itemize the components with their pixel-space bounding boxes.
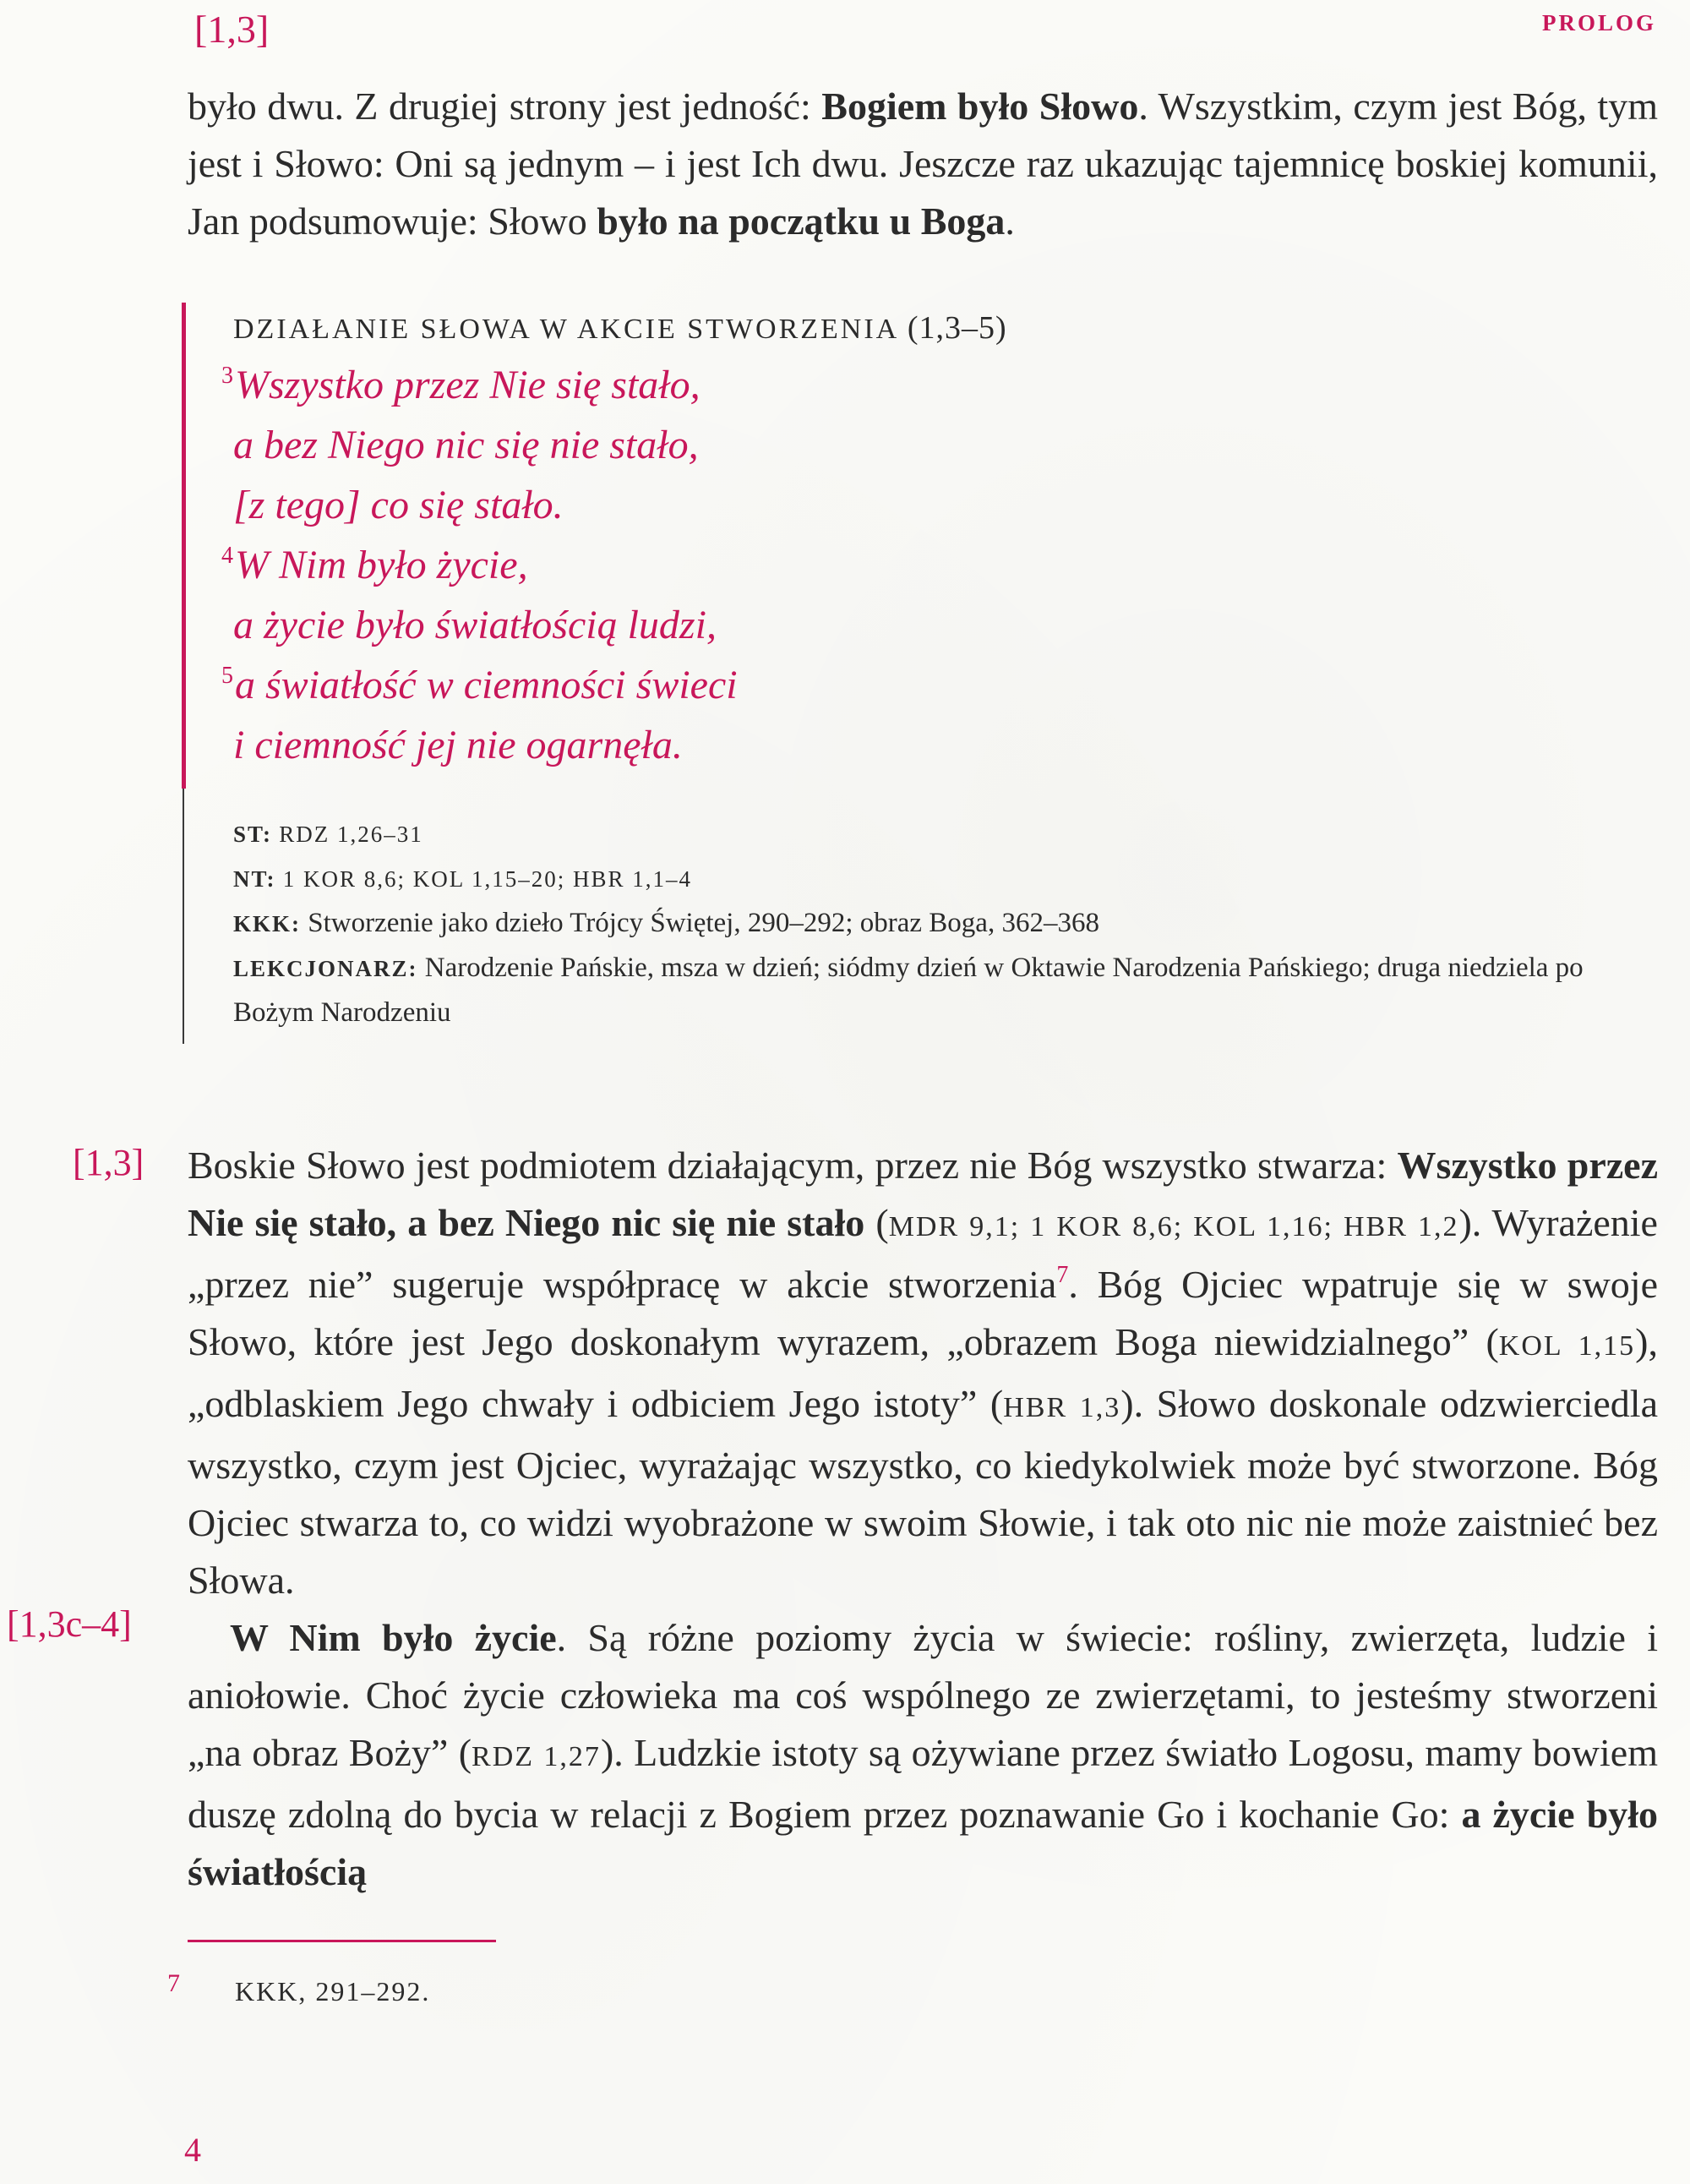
citation: HBR 1,3 xyxy=(1003,1392,1121,1423)
citation: KOL 1,15 xyxy=(1498,1330,1636,1362)
ref-row-nt xyxy=(233,856,1653,901)
poem-line xyxy=(221,415,738,475)
ref-row-st xyxy=(233,811,1653,856)
ref-row-kkk xyxy=(233,901,1653,946)
citation: RDZ 1,27 xyxy=(472,1741,601,1772)
box-title xyxy=(233,309,1007,347)
margin-ref-1-3c-4: [1,3c–4] xyxy=(7,1603,132,1645)
ref-text: Narodzenie Pańskie, msza w dzień; siódmy dzień w Oktawie Narodzenia Pańskiego; druga niedziela po Bożym Narodzeniu xyxy=(233,953,1584,1028)
poem-text: i ciemność jej nie ogarnęła. xyxy=(233,723,683,767)
footnote-rule xyxy=(188,1940,496,1942)
poem-line xyxy=(221,715,738,775)
text: ). Wyrażenie „przez nie” sugeruje współpracę w akcie stworzenia xyxy=(188,1201,1658,1306)
intro-bold-quote: Bogiem było Słowo xyxy=(821,85,1139,128)
ref-row-lekcjonarz xyxy=(233,946,1653,1035)
poem-text: Wszystko przez Nie się stało, xyxy=(235,363,701,407)
box-accent-bar xyxy=(182,303,186,789)
citation: MDR 9,1; 1 KOR 8,6; KOL 1,16; HBR 1,2 xyxy=(888,1211,1459,1242)
cross-references xyxy=(233,811,1653,1035)
intro-text: było dwu. Z drugiej strony jest jedność: xyxy=(188,85,822,128)
text: ( xyxy=(864,1201,889,1244)
text: ). Ludzkie istoty są ożywiane przez światło Logosu, mamy bowiem duszę zdolną do bycia w relacji z Bogiem przez poznawanie Go i kochanie Go: xyxy=(188,1731,1659,1836)
text: . Są różne poziomy życia w świecie: rośliny, zwierzęta, ludzie i aniołowie. Choć życie człowieka ma coś wspólnego ze zwierzętami, to jesteśmy stworzeni „na obraz Boży” ( xyxy=(188,1616,1659,1774)
footnote-number: 7 xyxy=(167,1969,180,1997)
poem-line xyxy=(221,535,738,595)
verse-number: 3 xyxy=(221,363,233,389)
intro-text: . xyxy=(1005,199,1015,243)
poem-text: [z tego] co się stało. xyxy=(233,483,564,527)
poem-line xyxy=(221,355,738,415)
ref-label: ST: xyxy=(233,822,273,847)
text: . Bóg Ojciec wpatruje się w swoje Słowo, które jest Jego doskonałym wyrazem, „obrazem Boga niewidzialnego” ( xyxy=(188,1263,1658,1363)
ref-label: LEKCJONARZ: xyxy=(233,956,418,981)
verse-number: 4 xyxy=(221,543,233,569)
commentary xyxy=(188,1137,1658,1901)
bold-quote: W Nim było życie xyxy=(230,1616,557,1659)
poem-text: a bez Niego nic się nie stało, xyxy=(233,423,699,467)
verse-number: 5 xyxy=(221,663,233,689)
ref-text: 1 KOR 8,6; KOL 1,15–20; HBR 1,1–4 xyxy=(282,866,693,892)
scripture-poem xyxy=(221,355,738,775)
poem-line xyxy=(221,655,738,715)
ref-text: RDZ 1,26–31 xyxy=(279,822,423,847)
bold-quote: a życie było światłością xyxy=(188,1793,1658,1893)
text: ). Słowo doskonale odzwierciedla wszystko, czym jest Ojciec, wyrażając wszystko, co kiedykolwiek może być stworzone. Bóg Ojciec stwarza to, co widzi wyobrażone w swoim Słowie, i tak oto nic nie może zaistnieć bez Słowa. xyxy=(188,1382,1658,1602)
poem-text: a światłość w ciemności świeci xyxy=(235,663,738,707)
footnote-text: KKK, 291–292. xyxy=(235,1976,431,2007)
text: ), „odblaskiem Jego chwały i odbiciem Jego istoty” ( xyxy=(188,1320,1658,1425)
intro-bold-quote: było na początku u Boga xyxy=(597,199,1006,243)
poem-text: a życie było światłością ludzi, xyxy=(233,603,717,647)
intro-text: . Wszystkim, czym jest Bóg, tym jest i Słowo: Oni są jednym – i jest Ich dwu. Jeszcze raz ukazując tajemnicę boskiej komunii, Jan podsumowuje: Słowo xyxy=(188,85,1658,243)
ref-label: KKK: xyxy=(233,911,301,936)
bold-quote: Wszystko przez Nie się stało, a bez Niego nic się nie stało xyxy=(188,1144,1659,1244)
commentary-paragraph-2 xyxy=(188,1609,1658,1901)
ref-text: Stworzenie jako dzieło Trójcy Świętej, 290–292; obraz Boga, 362–368 xyxy=(308,908,1099,938)
ref-label: NT: xyxy=(233,866,276,892)
footnote-marker[interactable]: 7 xyxy=(1056,1262,1069,1288)
text: Boskie Słowo jest podmiotem działającym, przez nie Bóg wszystko stwarza: xyxy=(188,1144,1398,1187)
box-divider-line xyxy=(183,789,184,1044)
running-head: PROLOG xyxy=(1541,10,1656,35)
poem-text: W Nim było życie, xyxy=(235,543,528,587)
poem-line xyxy=(221,475,738,535)
margin-ref-1-3: [1,3] xyxy=(73,1142,144,1183)
page-number: 4 xyxy=(184,2131,201,2169)
poem-line xyxy=(221,595,738,655)
intro-paragraph xyxy=(188,78,1658,250)
box-title-text: DZIAŁANIE SŁOWA W AKCIE STWORZENIA xyxy=(233,314,898,345)
commentary-paragraph-1 xyxy=(188,1137,1658,1609)
top-verse-reference: [1,3] xyxy=(194,8,270,51)
box-title-ref: (1,3–5) xyxy=(907,310,1007,346)
